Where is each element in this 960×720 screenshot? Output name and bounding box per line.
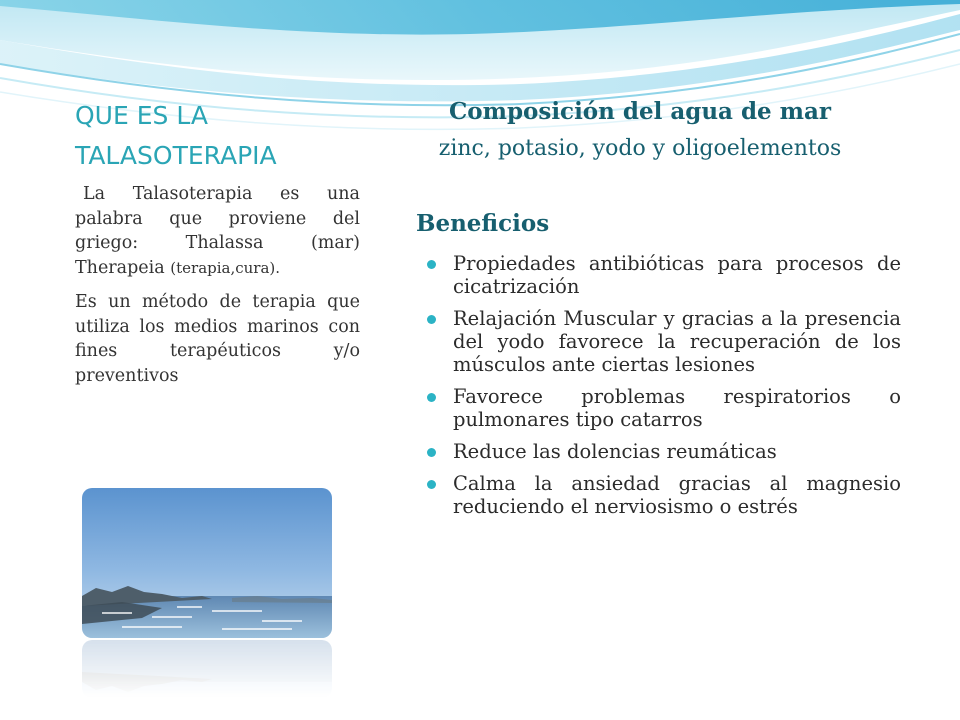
composition-elements: zinc, potasio, yodo y oligoelementos [438, 136, 842, 161]
method-paragraph: Es un método de terapia que utiliza los medios marinos con fines terapéuticos y/o preventivos [75, 292, 360, 386]
benefit-text: Favorece problemas respiratorios o pulmonares tipo catarros [453, 385, 901, 431]
benefit-item [427, 472, 901, 518]
sea-photo-reflection-graphic [82, 640, 332, 698]
benefit-item [427, 252, 901, 298]
benefit-text: Reduce las dolencias reumáticas [453, 440, 777, 463]
intro-text [75, 182, 360, 398]
sea-photo-reflection [82, 640, 332, 698]
bullet-icon [427, 448, 436, 457]
benefit-text: Relajación Muscular y gracias a la presencia del yodo favorece la recuperación de los músculos ante ciertas lesiones [453, 307, 901, 376]
benefits-list [427, 252, 901, 527]
benefit-item [427, 440, 901, 463]
title-line-2: TALASOTERAPIA [75, 141, 277, 170]
composition-heading: Composición del agua de mar [448, 98, 832, 125]
benefit-item [427, 385, 901, 431]
benefit-item [427, 307, 901, 376]
page-title [75, 96, 375, 176]
bullet-icon [427, 480, 436, 489]
sea-photo [82, 488, 332, 638]
benefits-heading: Beneficios [416, 210, 550, 237]
benefit-text: Calma la ansiedad gracias al magnesio reduciendo el nerviosismo o estrés [453, 472, 901, 518]
definition-paragraph [75, 182, 360, 280]
title-line-1: QUE ES LA [75, 101, 208, 130]
sea-photo-graphic [82, 488, 332, 638]
benefit-text: Propiedades antibióticas para procesos de cicatrización [453, 252, 901, 298]
bullet-icon [427, 260, 436, 269]
bullet-icon [427, 393, 436, 402]
definition-text: La Talasoterapia es una palabra que proviene del griego: Thalassa (mar) Therapeia [75, 184, 360, 278]
definition-note: (terapia,cura). [170, 258, 281, 277]
bullet-icon [427, 315, 436, 324]
